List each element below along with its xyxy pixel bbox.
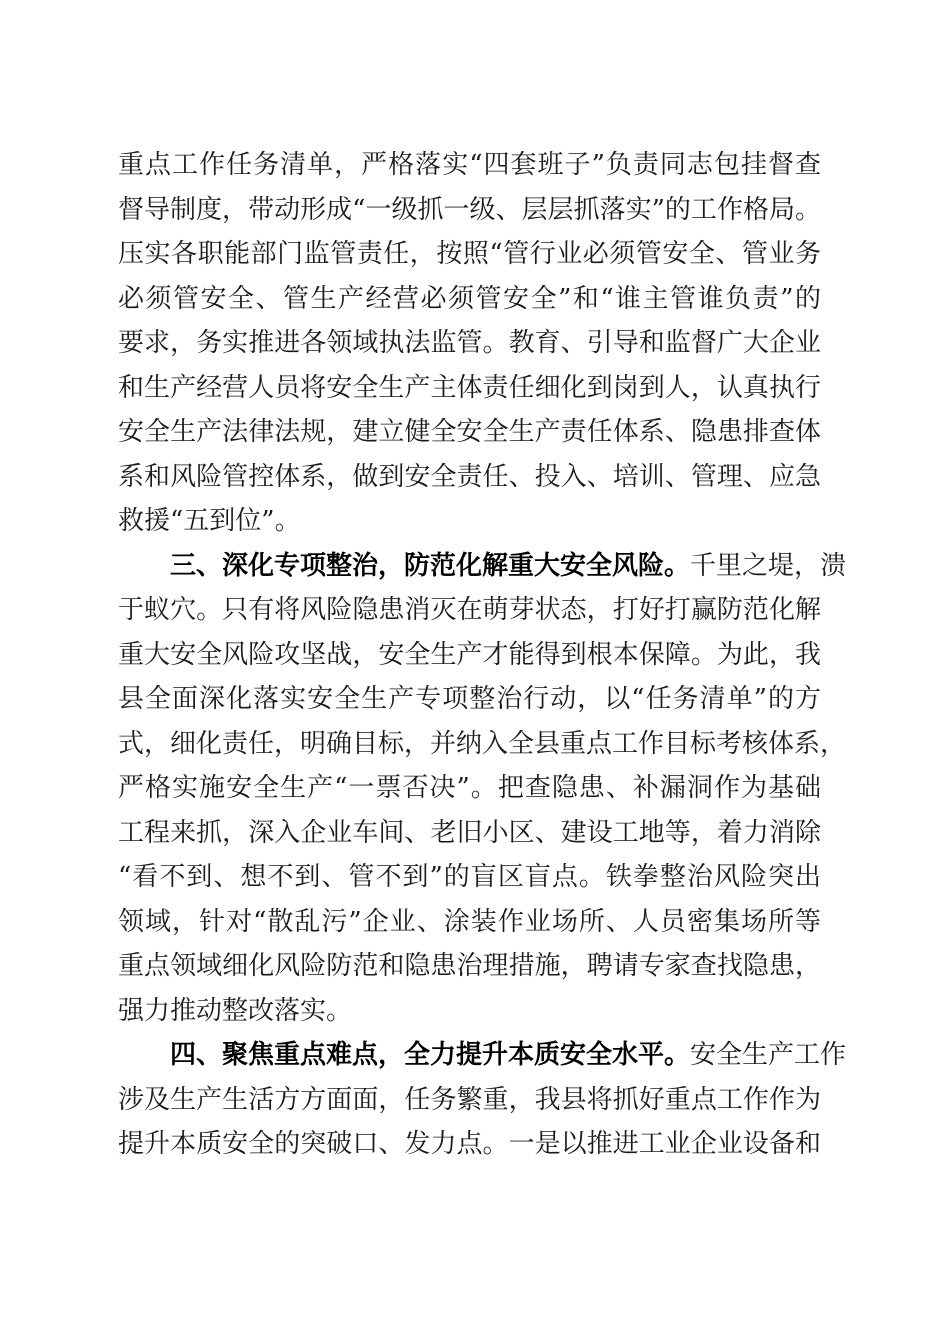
text-line: 式，细化责任，明确目标，并纳入全县重点工作目标考核体系， <box>118 728 847 759</box>
text-line: 强力推动整改落实。 <box>118 995 353 1026</box>
document-page <box>118 143 847 1167</box>
text-line: 要求，务实推进各领域执法监管。教育、引导和监督广大企业 <box>118 328 821 358</box>
heading-line-rest: 千里之堤，溃 <box>690 550 847 581</box>
text-line: 涉及生产生活方方面面，任务繁重，我县将抓好重点工作作为 <box>118 1084 821 1115</box>
text-line: 工程来抓，深入企业车间、老旧小区、建设工地等，着力消除 <box>118 817 821 848</box>
text-line: 系和风险管控体系，做到安全责任、投入、培训、管理、应急 <box>118 461 821 492</box>
heading-line-rest: 安全生产工作 <box>690 1040 847 1070</box>
paragraph-section-four <box>118 1033 847 1167</box>
paragraph-section-three <box>118 544 847 1034</box>
paragraph-responsibility <box>118 143 821 544</box>
text-line: 督导制度，带动形成“一级抓一级、层层抓落实”的工作格局。 <box>118 194 821 225</box>
text-line: 必须管安全、管生产经营必须管安全”和“谁主管谁负责”的 <box>118 283 821 314</box>
section-heading-line <box>118 1033 847 1078</box>
text-line: “看不到、想不到、管不到”的盲区盲点。铁拳整治风险突出 <box>118 862 821 892</box>
text-line: 重点领域细化风险防范和隐患治理措施，聘请专家查找隐患， <box>118 951 821 981</box>
text-line: 严格实施安全生产“一票否决”。把查隐患、补漏洞作为基础 <box>118 773 821 803</box>
text-line: 压实各职能部门监管责任，按照“管行业必须管安全、管业务 <box>118 239 821 269</box>
text-line: 安全生产法律法规，建立健全安全生产责任体系、隐患排查体 <box>118 417 821 447</box>
text-line: 救援“五到位”。 <box>118 506 301 536</box>
text-line: 县全面深化落实安全生产专项整治行动，以“任务清单”的方 <box>118 684 821 714</box>
section-heading: 三、深化专项整治，防范化解重大安全风险。 <box>170 550 691 581</box>
text-line: 提升本质安全的突破口、发力点。一是以推进工业企业设备和 <box>118 1129 821 1159</box>
text-line: 于蚁穴。只有将风险隐患消灭在萌芽状态，打好打赢防范化解 <box>118 595 821 625</box>
section-heading: 四、聚焦重点难点，全力提升本质安全水平。 <box>170 1040 691 1070</box>
section-heading-line <box>118 544 847 589</box>
text-line: 重大安全风险攻坚战，安全生产才能得到根本保障。为此，我 <box>118 639 821 670</box>
text-line: 和生产经营人员将安全生产主体责任细化到岗到人，认真执行 <box>118 372 821 403</box>
text-line: 领域，针对“散乱污”企业、涂装作业场所、人员密集场所等 <box>118 906 821 937</box>
text-line: 重点工作任务清单，严格落实“四套班子”负责同志包挂督查 <box>118 150 821 180</box>
